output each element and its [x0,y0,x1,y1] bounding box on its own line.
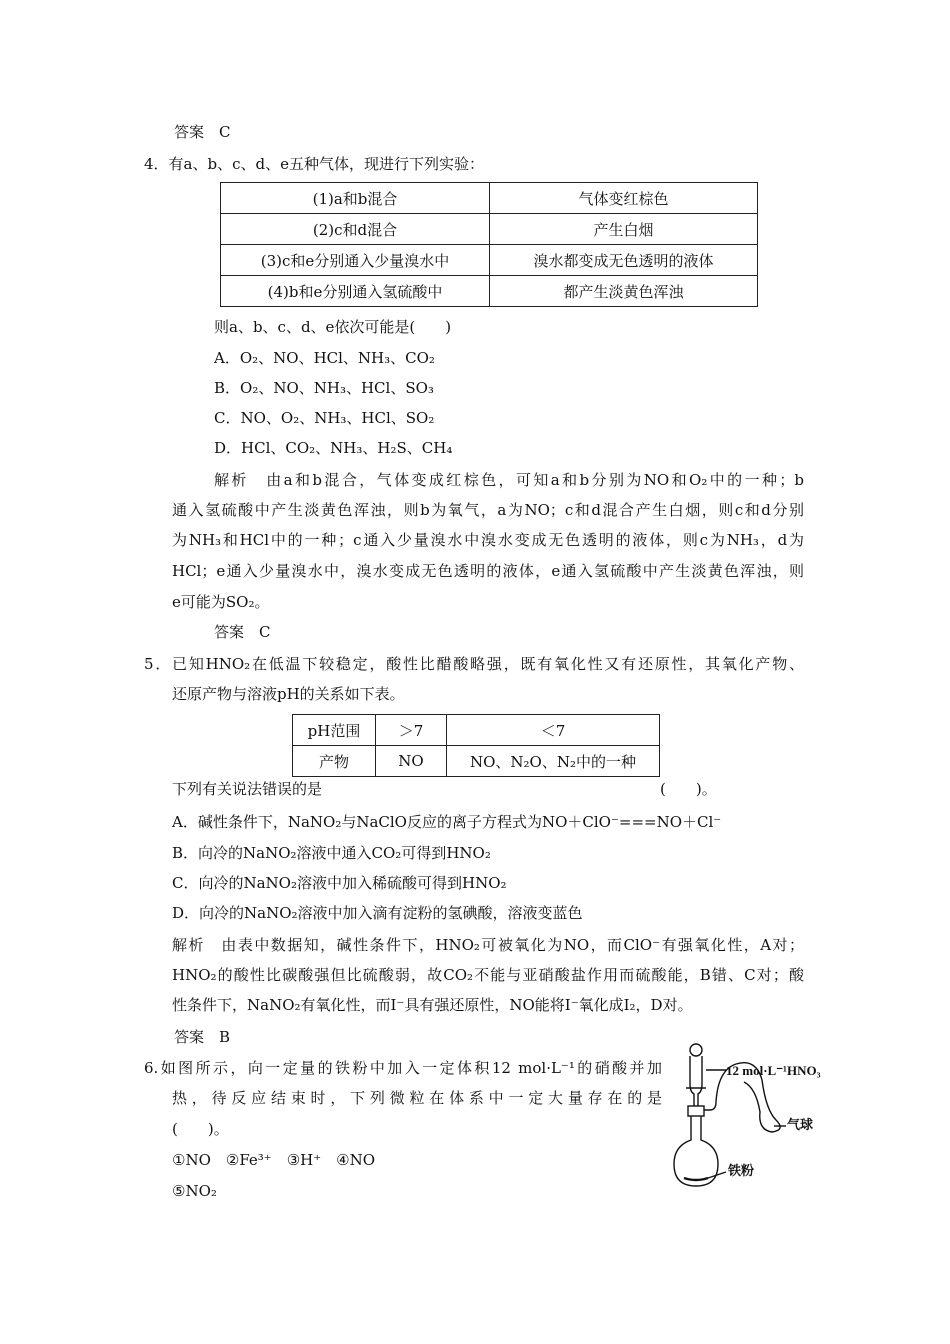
q5-answer-bracket: ( )。 [660,780,717,798]
q5-option-d: D．向冷的NaNO₂溶液中加入滴有淀粉的氢碘酸，溶液变蓝色 [172,904,583,922]
q6-stem-line: 热，待反应结束时，下列微粒在体系中一定大量存在的是 [172,1089,662,1107]
table-row [221,276,758,307]
q4-option-b: B．O₂、NO、NH₃、HCl、SO₃ [214,379,434,397]
q4-analysis-line: 为NH₃和HCl中的一种；c通入少量溴水中溴水变成无色透明的液体，则c为NH₃，d为 [172,531,804,549]
q5-stem-line: 5．已知HNO₂在低温下较稳定，酸性比醋酸略强，既有氧化性又有还原性，其氧化产物、 [144,655,804,673]
table-row [221,183,758,214]
q5-option-b: B．向冷的NaNO₂溶液中通入CO₂可得到HNO₂ [172,844,491,862]
q4-analysis-line: 解析 由a和b混合，气体变成红棕色，可知a和b分别为NO和O₂中的一种；b [214,471,804,489]
iron-powder [684,1178,708,1180]
dropping-funnel [690,1056,702,1106]
q4-analysis-line: HCl；e通入少量溴水中，溴水变成无色透明的液体，e通入氢硫酸中产生淡黄色浑浊，则 [172,562,804,580]
q4-analysis-line: 通入氢硫酸中产生淡黄色浑浊，则b为氧气，a为NO；c和d混合产生白烟，则c和d分别 [172,501,804,519]
table-cell: (3)c和e分别通入少量溴水中 [221,245,490,276]
q4-question: 则a、b、c、d、e依次可能是( ) [214,318,452,336]
q4-stem: 4．有a、b、c、d、e五种气体，现进行下列实验： [144,155,484,173]
table-cell: (2)c和d混合 [221,214,490,245]
q5-analysis-line: HNO₂的酸性比碳酸强但比硫酸弱，故CO₂不能与亚硝酸盐作用而硫酸能，B错、C对；酸 [172,966,804,984]
q4-option-a: A．O₂、NO、HCl、NH₃、CO₂ [214,349,435,367]
table-row [221,214,758,245]
q5-question: 下列有关说法错误的是 [172,780,323,798]
table-row [221,245,758,276]
q4-answer: 答案 C [214,623,271,641]
table-cell: 气体变红棕色 [490,183,758,214]
q4-option-d: D．HCl、CO₂、NH₃、H₂S、CH₄ [214,439,453,457]
table-cell: ＞7 [376,715,447,746]
q6-stem-line: 6.如图所示，向一定量的铁粉中加入一定体积12 mol·L⁻¹的硝酸并加 [144,1059,662,1077]
q5-analysis-line: 性条件下，NaNO₂有氧化性，而I⁻具有强还原性，NO能将I⁻氧化成I₂，D对。 [172,996,693,1014]
table-cell: pH范围 [293,715,376,746]
table-cell: 都产生淡黄色浑浊 [490,276,758,307]
q5-option-a: A．碱性条件下，NaNO₂与NaClO反应的离子方程式为NO＋ClO⁻===NO＋Cl⁻ [172,813,722,831]
q6-choices-line: ①NO ②Fe³⁺ ③H⁺ ④NO [172,1151,376,1169]
q4-experiment-table [220,182,758,307]
q4-analysis-line: e可能为SO₂。 [172,593,270,611]
q5-stem-line: 还原产物与溶液pH的关系如下表。 [172,685,405,703]
table-cell: 产物 [293,746,376,777]
table-cell: NO [376,746,447,777]
funnel-stopper [690,1044,702,1056]
q5-answer: 答案 B [174,1028,231,1046]
q5-analysis-line: 解析 由表中数据知，碱性条件下，HNO₂可被氧化为NO，而ClO⁻有强氧化性，A对； [172,936,804,954]
flask-stopper [688,1106,704,1116]
table-row [293,746,660,777]
table-cell: 产生白烟 [490,214,758,245]
table-cell: (1)a和b混合 [221,183,490,214]
table-cell: 溴水都变成无色透明的液体 [490,245,758,276]
q6-choices-line: ⑤NO₂ [172,1182,217,1200]
q5-ph-table [292,714,660,777]
iron-powder-label: 铁粉 [728,1164,755,1179]
table-cell: NO、N₂O、N₂中的一种 [447,746,660,777]
table-cell: (4)b和e分别通入氢硫酸中 [221,276,490,307]
table-cell: ＜7 [447,715,660,746]
acid-label: 12 mol·L⁻¹HNO₃ [726,1063,821,1078]
table-row [293,715,660,746]
q3-answer: 答案 C [174,123,231,141]
flask [674,1116,718,1186]
q6-stem-line: ( )。 [172,1120,229,1138]
q4-option-c: C．NO、O₂、NH₃、HCl、SO₂ [214,409,435,427]
balloon-label: 气球 [787,1118,814,1133]
q5-option-c: C．向冷的NaNO₂溶液中加入稀硫酸可得到HNO₂ [172,874,507,892]
